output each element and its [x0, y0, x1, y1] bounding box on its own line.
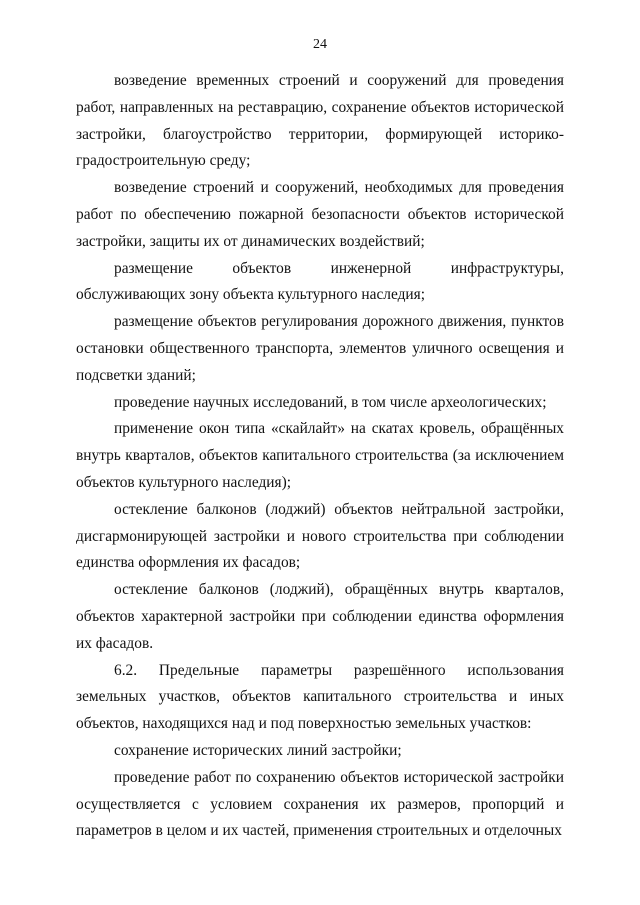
- paragraph-balcony-glazing-characteristic: остекление балконов (лоджий), обращённых внутрь кварталов, объектов характерной застройки при соблюдении единства оформления их фасадов.: [76, 581, 564, 652]
- paragraph-skylight-windows: применение окон типа «скайлайт» на скатах кровель, обращённых внутрь кварталов, объектов капитального строительства (за исключением объектов культурного наследия);: [76, 420, 564, 491]
- paragraph-engineering-infrastructure: размещение объектов инженерной инфраструктуры, обслуживающих зону объекта культурного наследия;: [76, 259, 564, 304]
- page-number: 24: [313, 37, 327, 52]
- paragraph-balcony-glazing-neutral: остекление балконов (лоджий) объектов нейтральной застройки, дисгармонирующей застройки и нового строительства при соблюдении единства оформления их фасадов;: [76, 500, 564, 572]
- paragraph-preservation-works: проведение работ по сохранению объектов исторической застройки осуществляется с условием сохранения их размеров, пропорций и параметров в целом и их частей, применения строительных и отделочных: [76, 768, 564, 840]
- document-body: [76, 68, 564, 845]
- paragraph-section-6-2: 6.2. Предельные параметры разрешённого использования земельных участков, объектов капитального строительства и иных объектов, находящихся над и под поверхностью земельных участков:: [76, 661, 564, 733]
- paragraph-building-lines: сохранение исторических линий застройки;: [114, 741, 402, 759]
- paragraph-fire-safety-structures: возведение строений и сооружений, необходимых для проведения работ по обеспечению пожарной безопасности объектов исторической застройки, защиты их от динамических воздействий;: [76, 179, 564, 250]
- paragraph-temporary-structures: возведение временных строений и сооружений для проведения работ, направленных на реставрацию, сохранение объектов исторической застройки, благоустройство территории, формирующей историко-градостроительную среду;: [76, 72, 564, 170]
- paragraph-scientific-research: проведение научных исследований, в том числе археологических;: [114, 393, 547, 411]
- paragraph-traffic-objects: размещение объектов регулирования дорожного движения, пунктов остановки общественного транспорта, элементов уличного освещения и подсветки зданий;: [76, 313, 564, 384]
